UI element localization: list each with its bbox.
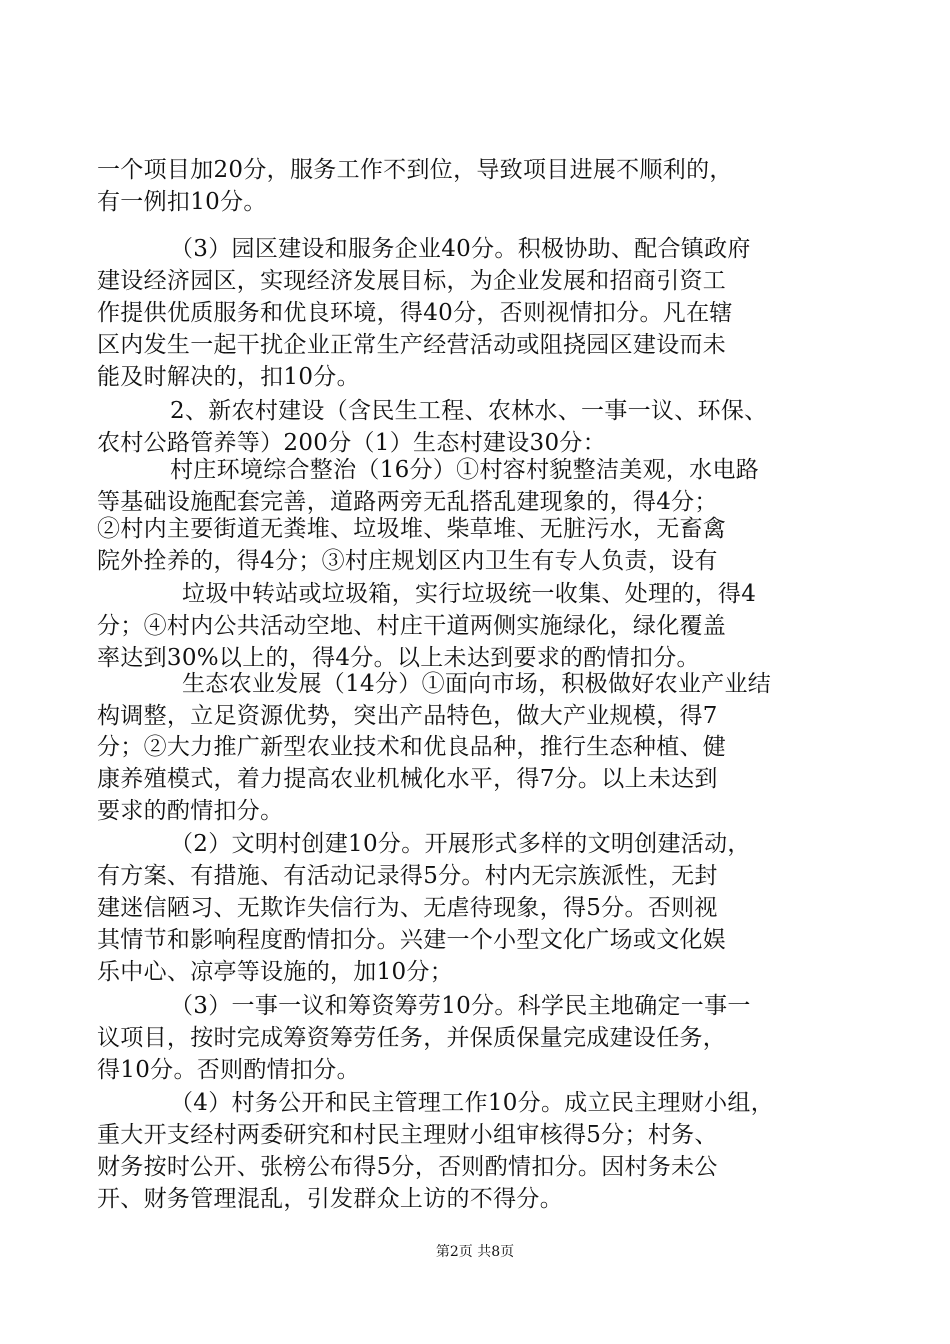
- text-line: 率达到30%以上的，得4分。以上未达到要求的酌情扣分。: [97, 645, 700, 671]
- text-line: 垃圾中转站或垃圾箱，实行垃圾统一收集、处理的，得4: [182, 581, 757, 607]
- text-line: 其情节和影响程度酌情扣分。兴建一个小型文化广场或文化娱: [97, 927, 727, 953]
- text-line: 2、新农村建设（含民生工程、农林水、一事一议、环保、: [170, 398, 768, 424]
- text-line: 财务按时公开、张榜公布得5分，否则酌情扣分。因村务未公: [97, 1154, 718, 1180]
- text-line: 开、财务管理混乱，引发群众上访的不得分。: [97, 1186, 563, 1212]
- text-line: 议项目，按时完成筹资筹劳任务，并保质保量完成建设任务，: [97, 1025, 727, 1051]
- text-line: 分；④村内公共活动空地、村庄干道两侧实施绿化，绿化覆盖: [97, 613, 727, 639]
- text-line: 有方案、有措施、有活动记录得5分。村内无宗族派性，无封: [97, 863, 718, 889]
- text-line: 区内发生一起干扰企业正常生产经营活动或阻挠园区建设而未: [97, 332, 727, 358]
- text-line: 一个项目加20分，服务工作不到位，导致项目进展不顺利的，: [97, 157, 733, 183]
- text-line: ②村内主要街道无粪堆、垃圾堆、柴草堆、无脏污水，无畜禽: [97, 516, 727, 542]
- text-line: 作提供优质服务和优良环境，得40分，否则视情扣分。凡在辖: [97, 300, 733, 326]
- text-line: 生态农业发展（14分）①面向市场，积极做好农业产业结: [182, 671, 772, 697]
- text-line: 得10分。否则酌情扣分。: [97, 1057, 360, 1083]
- text-line: 农村公路管养等）200分（1）生态村建设30分：: [97, 430, 606, 456]
- page-number-footer: 第2页 共8页: [435, 1244, 515, 1260]
- text-line: 院外拴养的，得4分；③村庄规划区内卫生有专人负责，设有: [97, 548, 718, 574]
- text-line: 要求的酌情扣分。: [97, 798, 284, 824]
- text-line: 乐中心、凉亭等设施的，加10分；: [97, 959, 454, 985]
- text-line: 建迷信陋习、无欺诈失信行为、无虐待现象，得5分。否则视: [97, 895, 718, 921]
- text-line: 构调整，立足资源优势，突出产品特色，做大产业规模，得7: [97, 703, 718, 729]
- text-line: （3）一事一议和筹资筹劳10分。科学民主地确定一事一: [170, 993, 751, 1019]
- text-line: 重大开支经村两委研究和村民主理财小组审核得5分；村务、: [97, 1122, 718, 1148]
- text-line: 建设经济园区，实现经济发展目标，为企业发展和招商引资工: [97, 268, 727, 294]
- text-line: （2）文明村创建10分。开展形式多样的文明创建活动，: [170, 831, 751, 857]
- text-line: 有一例扣10分。: [97, 189, 267, 215]
- text-line: 康养殖模式，着力提高农业机械化水平，得7分。以上未达到: [97, 766, 718, 792]
- text-line: （4）村务公开和民主管理工作10分。成立民主理财小组，: [170, 1090, 774, 1116]
- text-line: 分；②大力推广新型农业技术和优良品种，推行生态种植、健: [97, 734, 727, 760]
- text-line: 等基础设施配套完善，道路两旁无乱搭乱建现象的，得4分；: [97, 489, 718, 515]
- text-line: 能及时解决的，扣10分。: [97, 364, 360, 390]
- text-line: 村庄环境综合整治（16分）①村容村貌整洁美观，水电路: [170, 457, 760, 483]
- text-line: （3）园区建设和服务企业40分。积极协助、配合镇政府: [170, 236, 751, 262]
